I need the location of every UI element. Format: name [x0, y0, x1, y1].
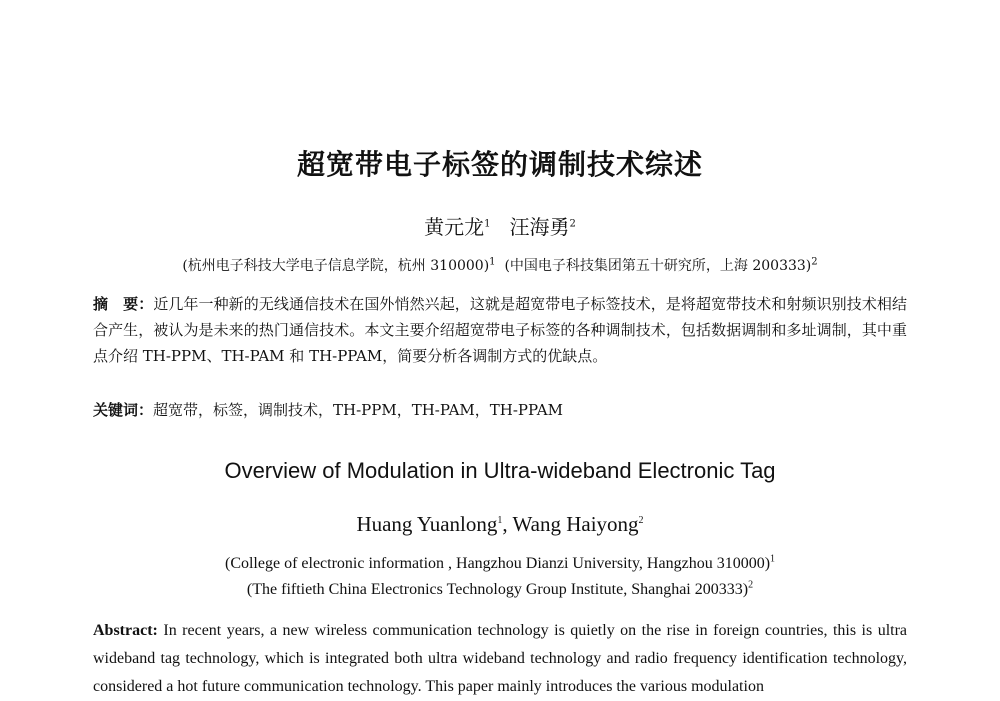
affiliation-2-en-sup: 2	[748, 579, 754, 591]
author-1-en: Huang Yuanlong	[356, 512, 498, 536]
affiliation-chinese	[0, 255, 1000, 275]
affiliation-english	[0, 551, 1000, 603]
title-english: Overview of Modulation in Ultra-wideband Electronic Tag	[224, 458, 776, 483]
authors-chinese	[0, 211, 1000, 240]
abstract-cn-label: 摘 要：	[93, 295, 154, 313]
author-1-cn-sup: 1	[484, 218, 491, 230]
authors-en-separator: ,	[502, 512, 513, 536]
author-2-cn: 汪海勇	[509, 215, 570, 239]
affiliation-2-cn: (中国电子科技集团第五十研究所，上海 200333)	[504, 258, 812, 274]
abstract-english	[93, 617, 907, 701]
authors-english	[0, 512, 1000, 537]
affiliation-1-en-line	[0, 551, 1000, 577]
keywords-cn-text: 超宽带，标签，调制技术，TH-PPM，TH-PAM，TH-PPAM	[153, 401, 563, 419]
author-2-en: Wang Haiyong	[512, 512, 639, 536]
author-1-cn: 黄元龙	[424, 215, 485, 239]
affiliation-1-cn: (杭州电子科技大学电子信息学院，杭州 310000)	[182, 258, 490, 274]
title-chinese: 超宽带电子标签的调制技术综述	[296, 148, 703, 181]
abstract-en-text: In recent years, a new wireless communication technology is quietly on the rise in foreign countries, this is ultra wideband tag technology, which is integrated both ultra wideband technology and radio frequency identification technology, considered a hot future communication technology. This paper mainly introduces the various modulation	[93, 622, 908, 695]
author-2-cn-sup: 2	[569, 218, 576, 230]
abstract-en-label: Abstract:	[93, 622, 158, 639]
affiliation-2-cn-sup: 2	[811, 256, 818, 268]
abstract-chinese	[93, 291, 907, 369]
author-1-en-sup: 1	[497, 515, 503, 526]
affiliation-2-en-line	[0, 577, 1000, 603]
author-2-en-sup: 2	[638, 515, 644, 526]
affiliation-1-en-sup: 1	[770, 553, 776, 565]
keywords-cn-label: 关键词：	[93, 401, 154, 419]
affiliation-2-en: (The fiftieth China Electronics Technology Group Institute, Shanghai 200333)	[246, 581, 749, 598]
affiliation-1-cn-sup: 1	[489, 256, 496, 268]
abstract-cn-text: 近几年一种新的无线通信技术在国外悄然兴起，这就是超宽带电子标签技术，是将超宽带技术和射频识别技术相结合产生，被认为是未来的热门通信技术。本文主要介绍超宽带电子标签的各种调制技术，包括数据调制和多址调制，其中重点介绍 TH-PPM、TH-PAM 和 TH-PPAM，简要分析各调制方式的优缺点。	[93, 295, 907, 365]
keywords-chinese	[93, 398, 907, 422]
affiliation-1-en: (College of electronic information , Hangzhou Dianzi University, Hangzhou 310000)	[224, 555, 771, 572]
